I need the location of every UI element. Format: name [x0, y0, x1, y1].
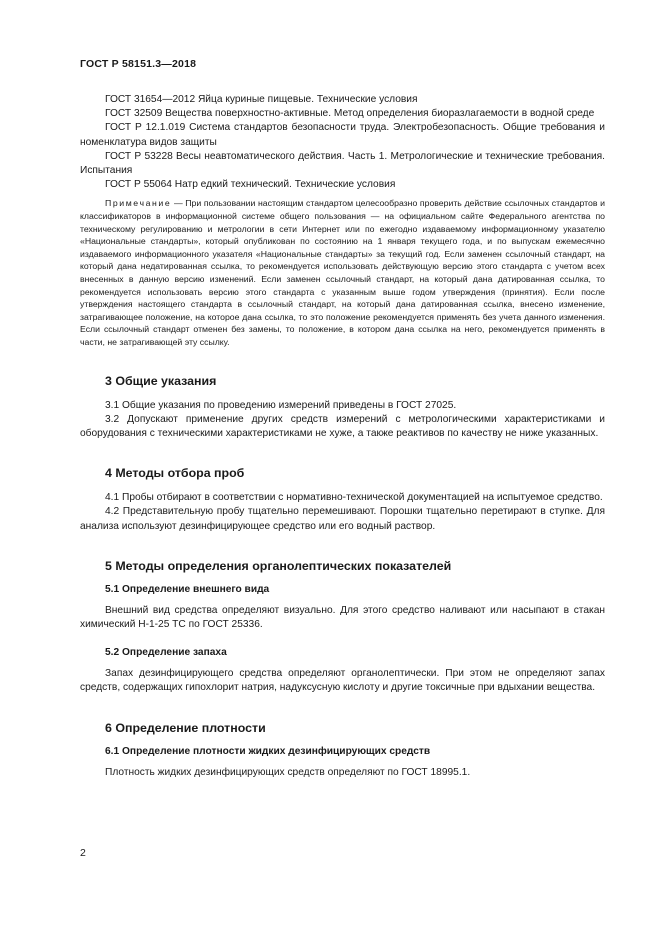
references-note — [80, 197, 605, 348]
subsection-heading-6-1: 6.1 Определение плотности жидких дезинфицирующих средств — [105, 745, 431, 757]
section-heading-3: 3 Общие указания — [105, 373, 217, 388]
page-number: 2 — [80, 847, 86, 859]
paragraph-4-1: 4.1 Пробы отбирают в соответствии с нормативно-технической документацией на испытуемое средство. — [105, 492, 603, 504]
document-code-header: ГОСТ Р 58151.3—2018 — [80, 58, 197, 70]
normative-references-list — [80, 93, 605, 192]
paragraph-3-2: 3.2 Допускают применение других средств измерений с метрологическими характеристиками и оборудования с техническими характеристиками не хуже, а также реактивов по качеству не ниже указанных. — [80, 413, 605, 439]
subsection-heading-5-2: 5.2 Определение запаха — [105, 647, 227, 659]
paragraph-6-1: Плотность жидких дезинфицирующих средств определяют по ГОСТ 18995.1. — [105, 766, 471, 778]
reference-item: ГОСТ Р 12.1.019 Система стандартов безопасности труда. Электробезопасность. Общие требования и номенклатура видов защиты — [80, 122, 605, 148]
reference-item: ГОСТ Р 53228 Весы неавтоматического действия. Часть 1. Метрологические и технические требования. Испытания — [80, 150, 605, 177]
note-label: Примечание — [105, 198, 172, 209]
reference-item: ГОСТ Р 55064 Натр едкий технический. Технические условия — [105, 179, 396, 191]
paragraph-3-1: 3.1 Общие указания по проведению измерений приведены в ГОСТ 27025. — [105, 399, 457, 411]
section-heading-5: 5 Методы определения органолептических показателей — [105, 558, 452, 573]
subsection-heading-5-1: 5.1 Определение внешнего вида — [105, 583, 270, 595]
document-body — [80, 93, 605, 780]
paragraph-5-2: Запах дезинфицирующего средства определяют органолептически. При этом не определяют запах средств, содержащих гипохлорит натрия, надуксусную кислоту и другие токсичные при вдыхании вещества. — [80, 668, 605, 694]
section-heading-4: 4 Методы отбора проб — [105, 466, 245, 481]
paragraph-5-1: Внешний вид средства определяют визуально. Для этого средство наливают или насыпают в стакан химический Н-1-25 ТС по ГОСТ 25336. — [80, 604, 605, 630]
paragraph-4-2: 4.2 Представительную пробу тщательно перемешивают. Порошки тщательно перетирают в ступке. Для анализа используют дезинфицирующее средство или его водный раствор. — [80, 506, 605, 532]
reference-item: ГОСТ 32509 Вещества поверхностно-активные. Метод определения биоразлагаемости в водной среде — [105, 108, 595, 120]
note-text: — При пользовании настоящим стандартом целесообразно проверить действие ссылочных стандартов и классификаторов в информационной системе общего пользования — на официальном сайте Федерального агентства по техническому регулированию и метрологии в сети Интернет или по ежегодно издаваемому информационному указателю «Национальные стандарты», который опубликован по состоянию на 1 января текущего года, и по выпускам ежемесячно издаваемого информационного указателя «Национальные стандарты» за текущий год. Если заменен ссылочный стандарт, на который дана недатированная ссылка, то рекомендуется использовать действующую версию этого стандарта с учетом всех внесенных в данную версию изменений. Если заменен ссылочный стандарт, на который дана датированная ссылка, то рекомендуется использовать версию этого стандарта с указанным выше годом утверждения (принятия). Если после утверждения настоящего стандарта в ссылочный стандарт, на который дана датированная ссылка, внесено изменение, затрагивающее положение, на которое дана ссылка, то это положение рекомендуется применять без учета данного изменения. Если ссылочный стандарт отменен без замены, то положение, в котором дана ссылка на него, рекомендуется применять в части, не затрагивающей эту ссылку. — [80, 198, 605, 347]
section-heading-6: 6 Определение плотности — [105, 720, 266, 735]
reference-item: ГОСТ 31654—2012 Яйца куриные пищевые. Технические условия — [105, 94, 418, 105]
